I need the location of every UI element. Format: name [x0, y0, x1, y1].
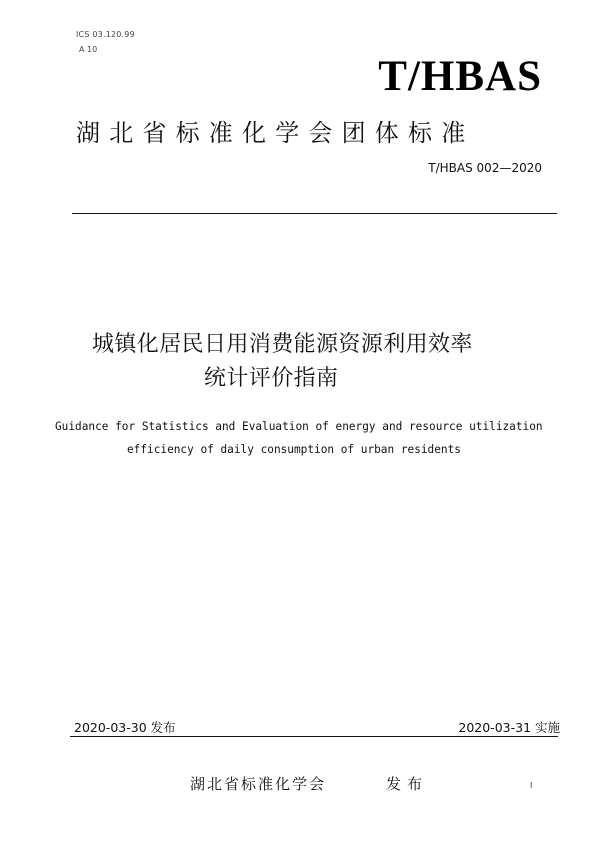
organization-title: 湖北省标准化学会团体标准	[76, 119, 475, 147]
english-title-line-1: Guidance for Statistics and Evaluation of energy and resource utilization	[55, 420, 543, 433]
page-mark: I	[530, 781, 533, 790]
implement-date: 2020-03-31 实施	[458, 720, 560, 735]
english-title-line-2: efficiency of daily consumption of urban residents	[127, 443, 461, 456]
ics-code: ICS 03.120.99	[76, 30, 135, 39]
publish-date: 2020-03-30 发布	[74, 720, 176, 735]
top-divider	[72, 213, 557, 214]
standard-logo: T/HBAS	[378, 53, 542, 100]
english-title	[55, 415, 543, 461]
ccs-code: A 10	[79, 45, 98, 54]
standard-number: T/HBAS 002—2020	[428, 161, 542, 175]
chinese-title-line-2: 统计评价指南	[204, 366, 339, 391]
chinese-title-line-1: 城镇化居民日用消费能源资源利用效率	[92, 332, 473, 357]
bottom-divider	[70, 736, 558, 737]
issue-label: 发布	[386, 775, 429, 793]
chinese-title	[92, 328, 473, 396]
issuer-name: 湖北省标准化学会	[190, 775, 327, 793]
